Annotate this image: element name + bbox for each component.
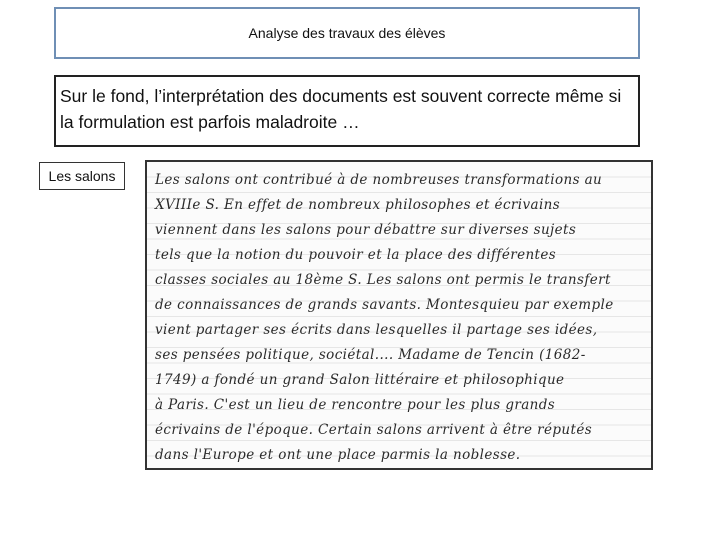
handwritten-line: Les salons ont contribué à de nombreuses transformations au: [155, 172, 603, 188]
handwritten-line: à Paris. C'est un lieu de rencontre pour les plus grands: [155, 397, 556, 413]
slide-title: Analyse des travaux des élèves: [248, 25, 446, 41]
topic-label-box: [39, 162, 125, 190]
handwritten-line: XVIIIe S. En effet de nombreux philosophes et écrivains: [155, 197, 561, 213]
handwritten-line: de connaissances de grands savants. Montesquieu par exemple: [155, 297, 614, 313]
handwritten-line: 1749) a fondé un grand Salon littéraire et philosophique: [155, 372, 565, 388]
handwritten-copy-image: [145, 160, 653, 470]
handwritten-line: tels que la notion du pouvoir et la place des différentes: [155, 247, 557, 263]
handwritten-line: ses pensées politique, sociétal.... Madame de Tencin (1682-: [155, 347, 586, 363]
handwritten-line: vient partager ses écrits dans lesquelles il partage ses idées,: [155, 322, 598, 338]
handwritten-line: dans l'Europe et ont une place parmis la noblesse.: [155, 447, 521, 463]
topic-label: Les salons: [48, 168, 116, 184]
summary-text: Sur le fond, l’interprétation des documents est souvent correcte même si la formulation est parfois maladroite …: [60, 86, 622, 132]
handwritten-line: écrivains de l'époque. Certain salons arrivent à être réputés: [155, 422, 593, 438]
slide-title-box: [54, 7, 640, 59]
handwritten-line: classes sociales au 18ème S. Les salons ont permis le transfert: [155, 272, 611, 288]
summary-box: [54, 75, 640, 147]
handwritten-line: viennent dans les salons pour débattre sur diverses sujets: [155, 222, 577, 238]
